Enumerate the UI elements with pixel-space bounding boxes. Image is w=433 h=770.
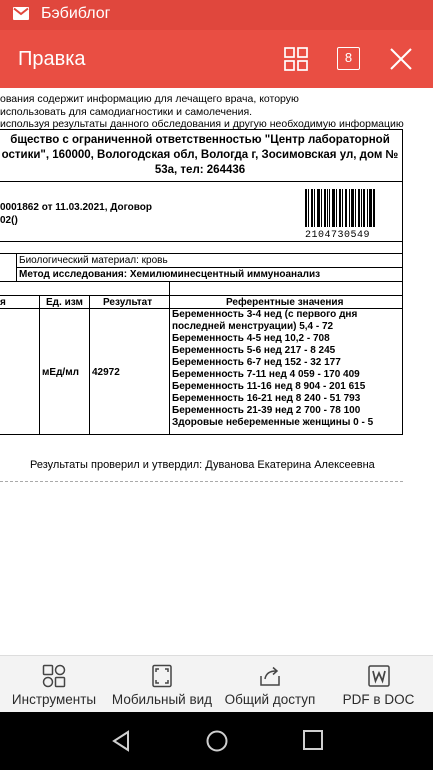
- org-line: 53а, тел: 264436: [154, 164, 246, 176]
- table-divider: [0, 281, 403, 282]
- home-icon[interactable]: [205, 729, 229, 753]
- order-info: [0, 201, 152, 227]
- org-line: остики", 160000, Вологодская обл, Вологда г, Зосимовская ул, дом №: [1, 149, 399, 161]
- pdf-to-doc-label: PDF в DOC: [342, 692, 415, 707]
- reference-line: Беременность 7-11 нед 4 059 - 170 409: [172, 369, 360, 380]
- reference-line: Беременность 3-4 нед (с первого дня: [172, 309, 358, 320]
- page-title: Правка: [18, 48, 86, 70]
- page-count-button[interactable]: 8: [337, 47, 360, 70]
- reference-line: последней менструации) 5,4 - 72: [172, 321, 334, 332]
- column-header-result: Результат: [103, 297, 153, 308]
- column-header-name: я: [0, 297, 6, 308]
- result-value: 42972: [92, 367, 120, 378]
- org-line: бщество с ограниченной ответственностью "Центр лабораторной: [10, 134, 390, 146]
- tools-label: Инструменты: [11, 692, 97, 707]
- notification-app-name: Бэбиблог: [41, 5, 111, 22]
- barcode-image: [305, 189, 375, 227]
- biomaterial-label: Биологический материал: кровь: [19, 255, 168, 266]
- mobile-view-button[interactable]: [108, 656, 216, 713]
- column-header-reference: Референтные значения: [226, 297, 344, 308]
- reference-line: Здоровые небеременные женщины 0 - 5: [172, 417, 374, 428]
- system-nav-bar: [0, 712, 433, 770]
- table-divider: [16, 253, 17, 281]
- barcode-number: 2104730549: [305, 230, 371, 241]
- reference-line: Беременность 6-7 нед 152 - 32 177: [172, 357, 341, 368]
- share-icon: [258, 664, 282, 688]
- disclaimer-line: использовать для самодиагностики и самолечения.: [0, 105, 253, 118]
- mail-icon: [13, 7, 29, 20]
- column-header-unit: Ед. изм: [46, 297, 83, 308]
- result-unit: мЕд/мл: [42, 367, 79, 378]
- table-divider: [16, 267, 403, 268]
- word-doc-icon: [367, 664, 391, 688]
- lab-organization: [0, 133, 400, 178]
- status-bar: [0, 0, 433, 30]
- order-line: 0001862 от 11.03.2021, Договор: [0, 202, 153, 213]
- recents-icon[interactable]: [302, 729, 324, 751]
- mobile-view-icon: [150, 664, 174, 688]
- back-icon[interactable]: [110, 729, 132, 753]
- pdf-to-doc-button[interactable]: [324, 656, 433, 713]
- disclaimer-line: ования содержит информацию для лечащего врача, которую: [0, 93, 299, 105]
- table-divider: [0, 295, 403, 296]
- reference-line: Беременность 11-16 нед 8 904 - 201 615: [172, 381, 366, 392]
- close-icon[interactable]: [389, 47, 413, 71]
- reference-line: Беременность 16-21 нед 8 240 - 51 793: [172, 393, 361, 404]
- tools-button[interactable]: [0, 656, 108, 713]
- order-line: 02(): [0, 215, 18, 226]
- disclaimer-line: используя результаты данного обследования и другую необходимую информацию: [0, 118, 404, 130]
- table-divider: [89, 295, 90, 434]
- reference-line: Беременность 4-5 нед 10,2 - 708: [172, 333, 330, 344]
- reference-line: Беременность 5-6 нед 217 - 8 245: [172, 345, 336, 356]
- disclaimer-text: [0, 93, 404, 131]
- method-label: Метод исследования: Хемилюминесцентный иммуноанализ: [19, 269, 321, 280]
- approved-by-text: Результаты проверил и утвердил: Дуванова Екатерина Алексеевна: [30, 459, 375, 471]
- bottom-toolbar: [0, 655, 433, 712]
- table-divider: [169, 281, 170, 434]
- table-divider: [0, 253, 403, 254]
- table-divider: [0, 181, 403, 182]
- share-label: Общий доступ: [224, 692, 316, 707]
- table-divider: [0, 241, 403, 242]
- mobile-view-label: Мобильный вид: [111, 692, 213, 707]
- tools-icon: [42, 664, 66, 688]
- document-view[interactable]: [0, 88, 433, 655]
- reference-values: [172, 309, 373, 429]
- reference-line: Беременность 21-39 нед 2 700 - 78 100: [172, 405, 361, 416]
- table-divider: [39, 295, 40, 434]
- share-button[interactable]: [216, 656, 324, 713]
- app-bar: [0, 30, 433, 88]
- page-break-divider: [0, 481, 403, 482]
- grid-icon[interactable]: [284, 47, 308, 71]
